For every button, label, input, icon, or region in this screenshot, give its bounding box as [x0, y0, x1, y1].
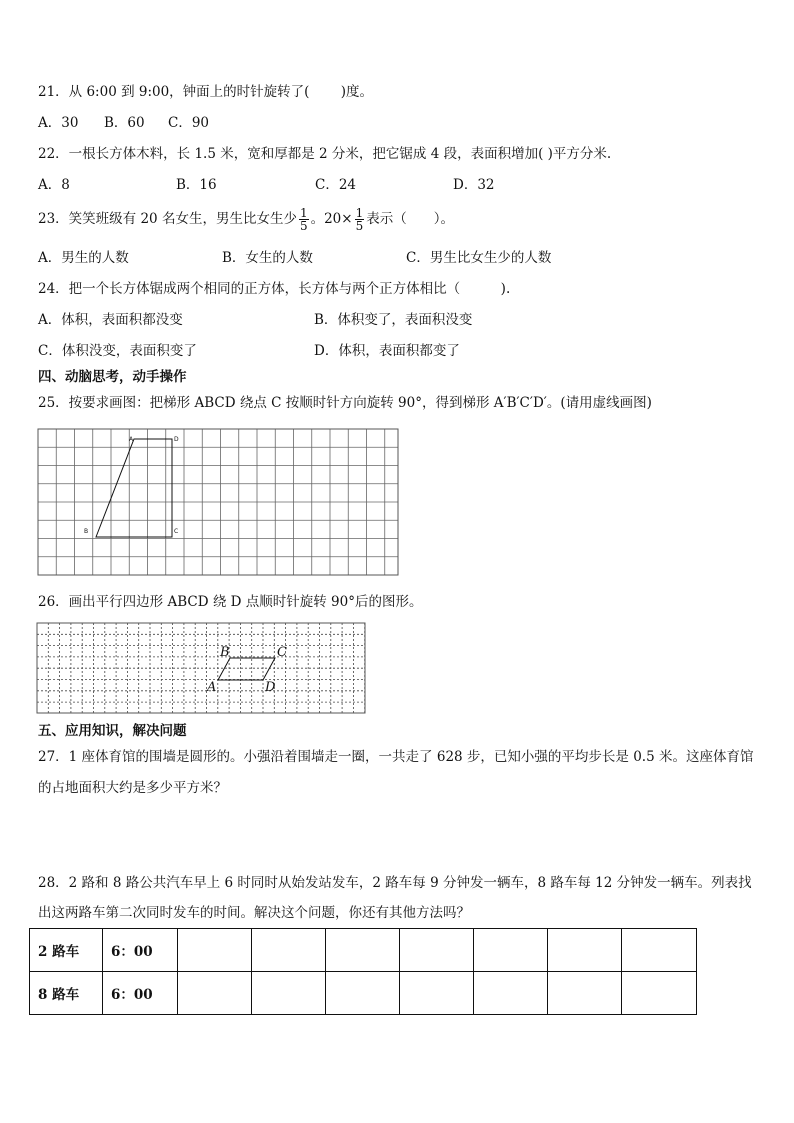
q24-text: 24．把一个长方体锯成两个相同的正方体，长方体与两个正方体相比（ ). — [38, 281, 511, 297]
route-8-blank-cell[interactable] — [400, 972, 474, 1015]
q24-option-d[interactable]: D．体积，表面积都变了 — [314, 343, 460, 359]
route-8-blank-cell[interactable] — [474, 972, 548, 1015]
route-2-blank-cell[interactable] — [252, 929, 326, 972]
q23-text-c: 表示（ ）。 — [366, 211, 454, 227]
q22-text: 22．一根长方体木料，长 1.5 米，宽和厚都是 2 分米，把它锯成 4 段，表面积增加( )平方分米. — [38, 146, 612, 162]
q24-option-c[interactable]: C．体积没变，表面积变了 — [38, 343, 197, 359]
q25-trapezoid — [96, 439, 172, 537]
route-8-blank-cell[interactable] — [252, 972, 326, 1015]
q23-text-b: 。20× — [310, 211, 353, 227]
q27-line-1: 27．1 座体育馆的围墙是圆形的。小强沿着围墙走一圈，一共走了 628 步，已知小强的平均步长是 0.5 米。这座体育馆 — [38, 749, 754, 765]
q23-fraction-1-numerator: 1 — [299, 206, 308, 220]
section-4-heading: 四、动脑思考，动手操作 — [38, 369, 187, 385]
route-8-label: 8 路车 — [30, 972, 103, 1015]
q22-option-a[interactable]: A．8 — [38, 177, 70, 193]
q26-grid-lines — [37, 623, 365, 713]
q23-fraction-2-numerator: 1 — [355, 206, 364, 220]
q25-label-d: D — [174, 436, 179, 443]
q21-option-b[interactable]: B．60 — [104, 115, 145, 131]
route-2-blank-cell[interactable] — [622, 929, 697, 972]
route-8-blank-cell[interactable] — [178, 972, 252, 1015]
q26-label-d: D — [265, 680, 276, 695]
table-row — [30, 929, 697, 972]
q23-fraction-1 — [299, 207, 309, 232]
q21-option-c[interactable]: C．90 — [168, 115, 210, 131]
q25-label-a: A — [129, 436, 134, 443]
route-8-blank-cell[interactable] — [326, 972, 400, 1015]
q26-parallelogram — [218, 658, 275, 680]
route-2-label: 2 路车 — [30, 929, 103, 972]
route-2-blank-cell[interactable] — [326, 929, 400, 972]
q22-option-c[interactable]: C．24 — [315, 177, 357, 193]
q23-text — [38, 206, 454, 232]
q25-grid-lines — [38, 429, 398, 575]
q26-label-a: A — [207, 680, 217, 695]
q27-line-2: 的占地面积大约是多少平方米？ — [38, 780, 227, 796]
q21-option-a[interactable]: A．30 — [38, 115, 79, 131]
q21-text: 21．从 6:00 到 9:00，钟面上的时针旋转了( )度。 — [38, 84, 374, 100]
route-2-start-time: 6：00 — [103, 929, 178, 972]
q22-option-b[interactable]: B．16 — [176, 177, 217, 193]
q26-grid[interactable] — [37, 623, 365, 713]
q23-text-a: 23．笑笑班级有 20 名女生，男生比女生少 — [38, 211, 297, 227]
q25-label-b: B — [84, 528, 89, 535]
q26-text: 26．画出平行四边形 ABCD 绕 D 点顺时针旋转 90°后的图形。 — [38, 594, 423, 610]
section-5-heading: 五、应用知识，解决问题 — [38, 723, 187, 739]
q23-option-b[interactable]: B．女生的人数 — [222, 250, 313, 266]
q24-option-b[interactable]: B．体积变了，表面积没变 — [314, 312, 473, 328]
q24-option-a[interactable]: A．体积，表面积都没变 — [38, 312, 183, 328]
q23-fraction-2 — [355, 207, 365, 232]
route-2-blank-cell[interactable] — [178, 929, 252, 972]
q26-label-c: C — [277, 645, 287, 660]
q28-timetable — [29, 928, 697, 1015]
q28-line-2: 出这两路车第二次同时发车的时间。解决这个问题，你还有其他方法吗？ — [38, 905, 470, 921]
route-2-blank-cell[interactable] — [474, 929, 548, 972]
q25-grid[interactable] — [38, 429, 400, 577]
q22-option-d[interactable]: D．32 — [453, 177, 495, 193]
q23-option-a[interactable]: A．男生的人数 — [38, 250, 129, 266]
route-8-blank-cell[interactable] — [548, 972, 622, 1015]
route-2-blank-cell[interactable] — [400, 929, 474, 972]
q26-label-b: B — [220, 645, 230, 660]
q23-option-c[interactable]: C．男生比女生少的人数 — [406, 250, 552, 266]
route-2-blank-cell[interactable] — [548, 929, 622, 972]
table-row — [30, 972, 697, 1015]
route-8-start-time: 6：00 — [103, 972, 178, 1015]
q23-fraction-1-denominator: 5 — [299, 219, 308, 233]
q25-label-c: C — [174, 528, 179, 535]
q23-fraction-2-denominator: 5 — [355, 219, 364, 233]
q25-text: 25．按要求画图：把梯形 ABCD 绕点 C 按顺时针方向旋转 90°，得到梯形 A′B′C′D′。(请用虚线画图) — [38, 395, 652, 411]
route-8-blank-cell[interactable] — [622, 972, 697, 1015]
q28-line-1: 28．2 路和 8 路公共汽车早上 6 时同时从始发站发车，2 路车每 9 分钟发一辆车，8 路车每 12 分钟发一辆车。列表找 — [38, 875, 752, 891]
